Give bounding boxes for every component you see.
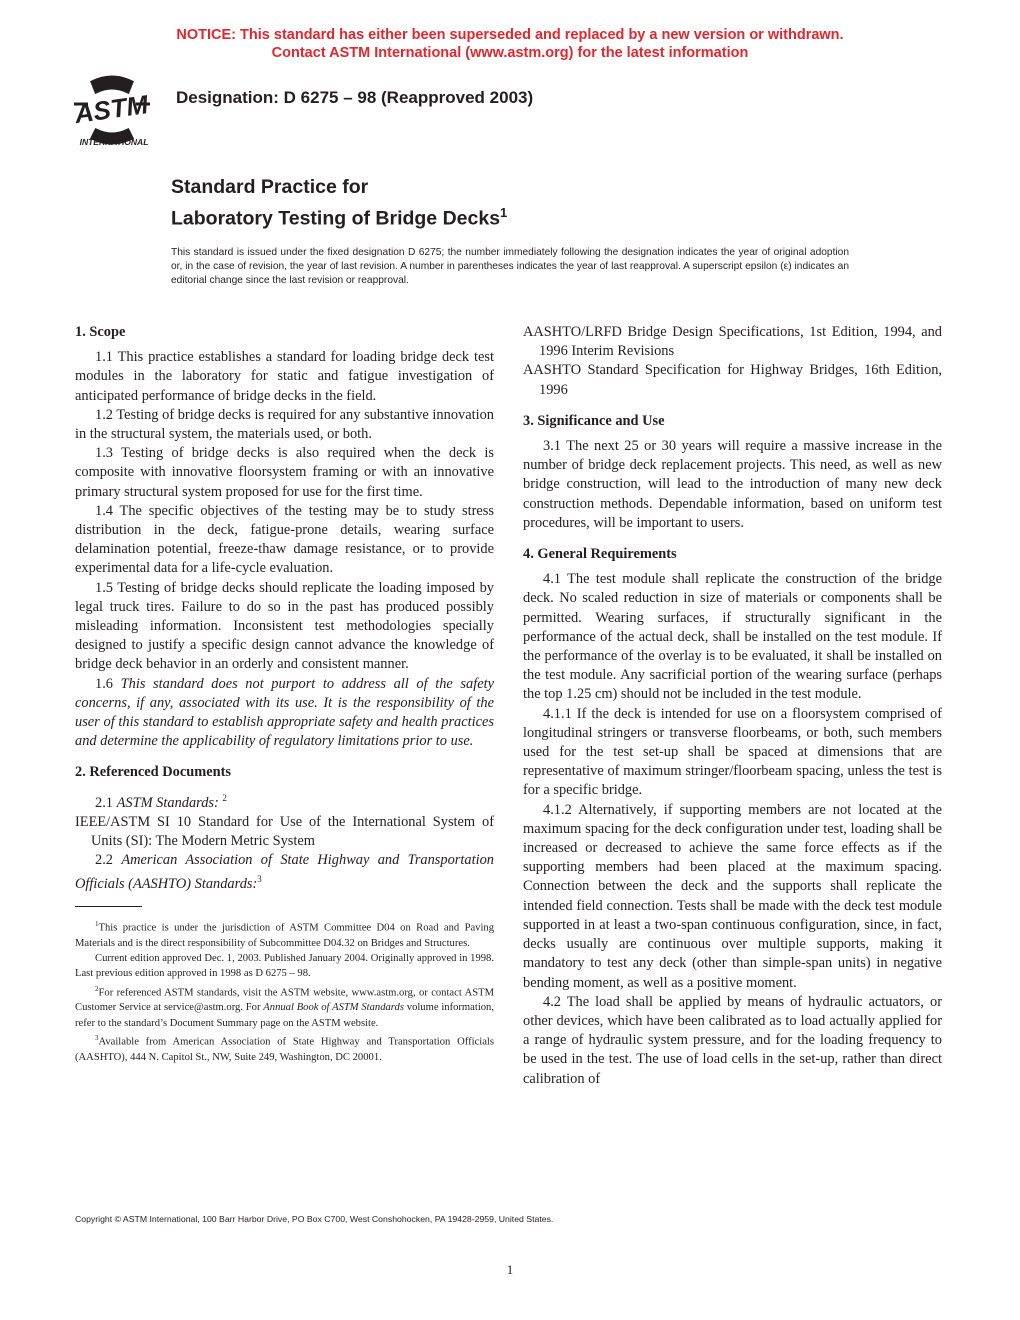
section-4-heading: 4. General Requirements [523, 546, 677, 563]
footnote-1-edition: Current edition approved Dec. 1, 2003. Published January 2004. Originally approved in 1998. Last previous edition approved in 1998 as D 6275 – 98. [75, 953, 494, 980]
para-3-1: 3.1 The next 25 or 30 years will require a massive increase in the number of bridge deck replacement projects. This need, as well as new bridge construction, will lead to the introduction of many new deck construction methods. Dependable information, based on uniform test procedures, will be important to users. [523, 438, 942, 531]
footnote-rule [75, 906, 142, 907]
title-footnote-ref: 1 [500, 205, 508, 220]
para-2-2-sup: 3 [257, 874, 262, 885]
para-2-1-num: 2.1 [95, 794, 113, 811]
issuance-statement: This standard is issued under the fixed designation D 6275; the number immediately following the designation indicates the year of original adoption or, in the case of revision, the year of last revision. A number in parentheses indicates the year of last reapproval. A superscript epsilon (ε) indicates an editorial change since the last revision or reapproval. [171, 247, 849, 286]
para-1-5: 1.5 Testing of bridge decks should replicate the loading imposed by legal truck tires. Failure to do so in the past has produced possibly misleading information. Inconsistent test methodologies specially designed to justify a specific design cannot advance the knowledge of bridge deck behavior in an orderly and consistent manner. [75, 579, 494, 673]
para-1-6-text: This standard does not purport to address all of the safety concerns, if any, associated with its use. It is the responsibility of the user of this standard to establish appropriate safety and health practices and determine the applicability of regulatory limitations prior to use. [75, 675, 494, 750]
title-main: Laboratory Testing of Bridge Decks [171, 207, 501, 230]
logo-wordmark: ASTM [72, 89, 150, 130]
supersede-notice [0, 26, 1020, 62]
copyright-line: Copyright © ASTM International, 100 Barr Harbor Drive, PO Box C700, West Conshohocken, PA 19428-2959, United States. [75, 1214, 554, 1224]
footnote-3-text: Available from American Association of State Highway and Transportation Officials (AASHTO), 444 N. Capitol St., NW, Suite 249, Washington, DC 20001. [75, 1036, 494, 1063]
footnote-1 [75, 917, 494, 951]
para-1-3: 1.3 Testing of bridge decks is also required when the deck is composite with innovative floorsystem framing or with an innovative primary structural system proposed for use for the first time. [75, 445, 494, 500]
para-2-1-sup: 2 [222, 792, 227, 803]
footnote-2-mark: 2 [95, 984, 99, 993]
footnote-2-pre: For referenced ASTM standards, visit the ASTM website, www.astm.org, or contact ASTM Customer Service at service@astm.org. For [75, 987, 494, 1014]
right-column [523, 323, 942, 1089]
astm-logo-icon [62, 74, 162, 148]
para-1-2: 1.2 Testing of bridge decks is required for any substantive innovation in the structural system, the materials used, or both. [75, 406, 494, 443]
para-4-1: 4.1 The test module shall replicate the construction of the bridge deck. No scaled reduction in size of materials or components shall be permitted. Wearing surfaces, if structurally significant in the performance of the actual deck, shall be installed on the test module. If the performance of the overlay is to be evaluated, it shall be installed on the test module. Any sacrificial portion of the wearing surface (perhaps the top 1.25 cm) should not be included in the test module. [523, 571, 942, 703]
footnote-2-post: volume information, refer to the standard’s Document Summary page on the ASTM website. [75, 1002, 495, 1029]
footnote-2 [75, 982, 494, 1031]
para-2-1-text: ASTM Standards: [116, 794, 219, 811]
section-3-heading: 3. Significance and Use [523, 412, 665, 429]
footnote-3 [75, 1031, 494, 1065]
footnote-3-mark: 3 [95, 1033, 99, 1042]
footnote-2-italic: Annual Book of ASTM Standards [263, 1002, 404, 1014]
footnote-1-mark: 1 [95, 920, 99, 929]
para-1-6-num: 1.6 [95, 675, 113, 692]
ref-ieee-si10: IEEE/ASTM SI 10 Standard for Use of the International System of Units (SI): The Modern Metric System [75, 813, 494, 849]
para-4-2: 4.2 The load shall be applied by means of hydraulic actuators, or other devices, which have been calibrated as to load actually applied for a range of hydraulic system pressure, and for the loading frequency to be used in the test. The use of load cells in the set-up, rather than direct calibration of [523, 993, 942, 1087]
notice-line-2: Contact ASTM International (www.astm.org) for the latest information [271, 45, 749, 61]
page-number: 1 [506, 1262, 514, 1277]
logo-international: INTERNATIONAL [79, 137, 149, 147]
para-4-1-1: 4.1.1 If the deck is intended for use on a floorsystem comprised of longitudinal stringers or transverse floorbeams, or both, such members used for the test set-up shall be spaced at dimensions that are representative of maximum stringer/floorbeam spacing, unless the test is for a specific bridge. [523, 705, 942, 799]
section-1-heading: 1. Scope [75, 324, 126, 340]
para-1-6 [75, 675, 494, 752]
left-column [75, 323, 494, 1065]
title-line-1: Standard Practice for [171, 176, 369, 198]
para-2-2-num: 2.2 [95, 852, 113, 869]
para-2-2-text: American Association of State Highway and Transportation Officials (AASHTO) Standards: [75, 852, 494, 893]
para-4-1-2: 4.1.2 Alternatively, if supporting members are not located at the maximum spacing for the deck configuration under test, loading shall be increased or decreased to achieve the same force effects as if the supporting members had been placed at the maximum spacing. Connection between the deck and the supports shall replicate the intended field connection. Tests shall be made with the deck test module supported in at least a two-span continuous configuration, since, in fact, decks usually are continuous over multiple supports, making it mandatory to test any deck (other than simple-span units) in negative bending moment, as well as a positive moment. [523, 801, 942, 991]
document-title [171, 174, 507, 232]
ref-aashto-standard: AASHTO Standard Specification for Highway Bridges, 16th Edition, 1996 [523, 362, 942, 398]
notice-line-1: NOTICE: This standard has either been superseded and replaced by a new version or withdrawn. [176, 27, 844, 43]
designation: Designation: D 6275 – 98 (Reapproved 2003) [176, 88, 534, 107]
footnote-1-text: This practice is under the jurisdiction of ASTM Committee D04 on Road and Paving Materials and is the direct responsibility of Subcommittee D04.32 on Bridges and Structures. [75, 922, 494, 950]
title-line-2 [171, 200, 507, 232]
para-1-1: 1.1 This practice establishes a standard for loading bridge deck test modules in the laboratory for static and fatigue investigation of anticipated performance of bridge decks in the field. [75, 349, 494, 404]
section-2-heading: 2. Referenced Documents [75, 764, 231, 781]
ref-aashto-lrfd: AASHTO/LRFD Bridge Design Specifications, 1st Edition, 1994, and 1996 Interim Revisions [523, 324, 942, 360]
para-2-1 [75, 789, 494, 813]
para-2-2 [75, 851, 494, 894]
para-1-4: 1.4 The specific objectives of the testing may be to study stress distribution in the deck, fatigue-prone details, wearing surface delamination potential, freeze-thaw damage resistance, or to provide experimental data for a life-cycle evaluation. [75, 502, 494, 577]
